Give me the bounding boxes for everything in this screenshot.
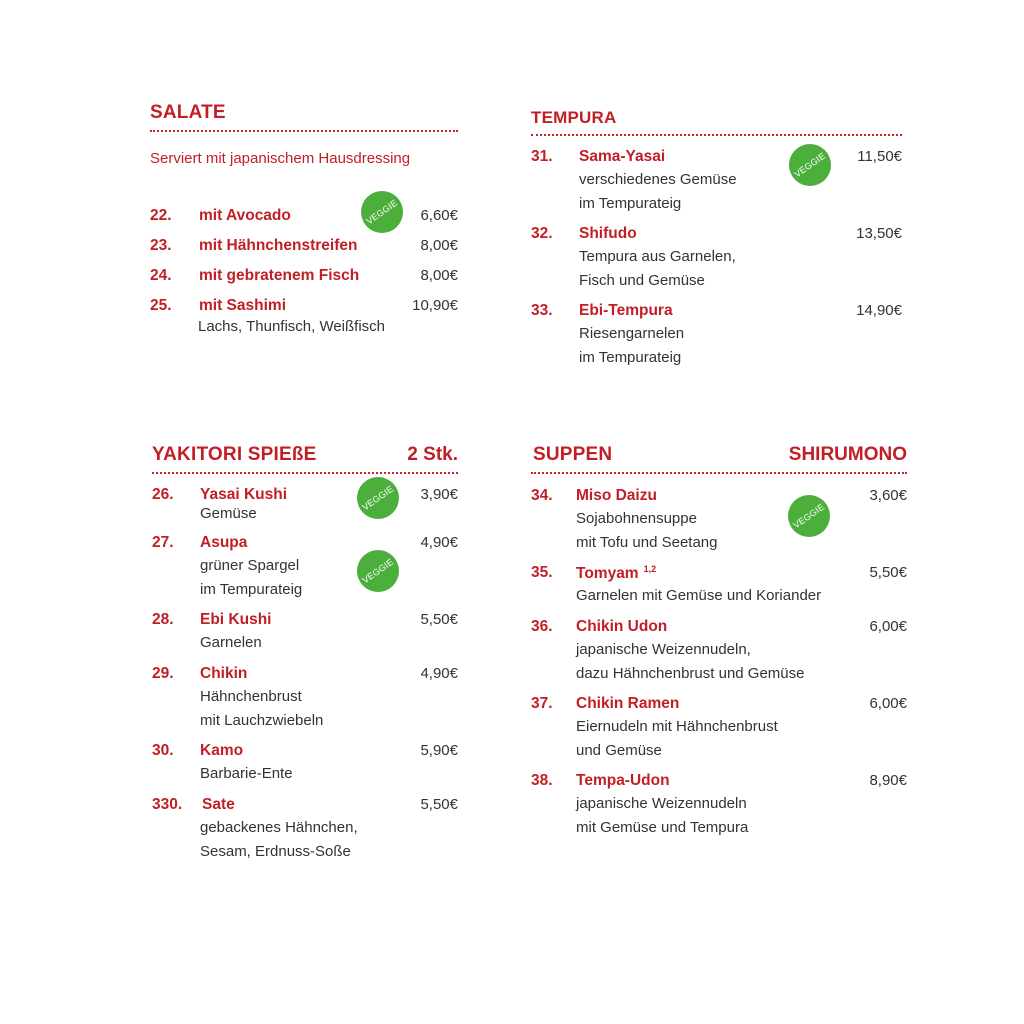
item-price: 6,60€	[420, 207, 458, 224]
item-name: mit Avocado	[199, 207, 291, 224]
veggie-badge	[789, 144, 831, 186]
description-line: mit Tofu und Seetang	[576, 533, 718, 551]
veggie-label: VEGGIE	[360, 556, 396, 586]
description-line: japanische Weizennudeln,	[576, 641, 751, 658]
description-line: verschiedenes Gemüse	[579, 171, 737, 188]
veggie-badge	[357, 550, 399, 592]
item-number: 37.	[531, 695, 553, 712]
item-price: 8,00€	[420, 237, 458, 254]
section-header	[531, 102, 902, 136]
veggie-label: VEGGIE	[360, 483, 396, 513]
veggie-label: VEGGIE	[792, 150, 828, 180]
item-description	[576, 715, 778, 762]
item-number: 23.	[150, 237, 172, 254]
item-price: 5,50€	[869, 564, 907, 581]
description-line: im Tempurateig	[579, 194, 682, 212]
item-description	[200, 762, 293, 786]
item-name: Sate	[202, 796, 235, 813]
section-header	[150, 102, 458, 132]
item-name: Yasai Kushi	[200, 486, 288, 503]
item-price: 13,50€	[856, 225, 902, 242]
description-line: gebackenes Hähnchen,	[200, 819, 358, 836]
item-name: mit gebratenem Fisch	[199, 267, 360, 284]
item-price: 8,90€	[869, 772, 907, 789]
item-name: Miso Daizu	[576, 487, 657, 504]
section-japanese-name: SHIRUMONO	[788, 444, 907, 465]
item-price: 4,90€	[420, 534, 458, 551]
item-name: Ebi Kushi	[200, 611, 272, 628]
item-description	[576, 584, 821, 608]
item-description	[579, 245, 736, 292]
section-suppen	[531, 440, 907, 850]
item-number: 330.	[152, 796, 183, 813]
description-line: Fisch und Gemüse	[579, 271, 705, 289]
veggie-label: VEGGIE	[791, 501, 827, 531]
item-description	[579, 322, 684, 369]
section-title: SUPPEN	[533, 444, 613, 465]
item-name: Chikin	[200, 665, 248, 682]
item-description	[198, 315, 385, 339]
item-name-text: Tomyam	[576, 565, 639, 583]
description-line: Eiernudeln mit Hähnchenbrust	[576, 718, 778, 735]
item-description	[576, 507, 718, 554]
item-number: 32.	[531, 225, 553, 242]
item-description	[200, 816, 358, 863]
section-salate	[150, 102, 458, 352]
description-line: Sesam, Erdnuss-Soße	[200, 842, 351, 860]
item-name: Shifudo	[579, 225, 637, 242]
item-number: 27.	[152, 534, 174, 551]
veggie-badge	[361, 191, 403, 233]
section-title: YAKITORI SPIEßE	[152, 444, 317, 465]
item-price: 8,00€	[420, 267, 458, 284]
item-price: 6,00€	[869, 695, 907, 712]
veggie-label: VEGGIE	[364, 197, 400, 227]
item-number: 25.	[150, 297, 172, 314]
description-line: Tempura aus Garnelen,	[579, 248, 736, 265]
description-line: Garnelen mit Gemüse und Koriander	[576, 587, 822, 604]
item-number: 24.	[150, 267, 172, 284]
item-description	[200, 631, 262, 655]
item-number: 35.	[531, 564, 553, 581]
item-price: 5,90€	[420, 742, 458, 759]
item-price: 10,90€	[412, 297, 458, 314]
item-price: 6,00€	[869, 618, 907, 635]
item-name: mit Hähnchenstreifen	[199, 237, 358, 254]
item-description	[579, 168, 737, 215]
item-name	[576, 564, 656, 583]
description-line: Gemüse	[200, 505, 257, 522]
section-title: SALATE	[150, 102, 226, 123]
section-title: TEMPURA	[531, 108, 617, 127]
item-number: 36.	[531, 618, 553, 635]
item-price: 3,90€	[420, 486, 458, 503]
description-line: Lachs, Thunfisch, Weißfisch	[198, 318, 386, 335]
item-price: 5,50€	[420, 796, 458, 813]
section-subtitle: Serviert mit japanischem Hausdressing	[150, 150, 411, 167]
section-header	[531, 440, 907, 474]
item-name: Chikin Udon	[576, 618, 668, 635]
item-price: 4,90€	[420, 665, 458, 682]
item-name: Sama-Yasai	[579, 148, 666, 165]
description-line: Riesengarnelen	[579, 325, 685, 342]
description-line: mit Gemüse und Tempura	[576, 818, 749, 836]
item-name: mit Sashimi	[199, 297, 286, 314]
section-header	[152, 440, 458, 474]
item-description	[200, 502, 257, 526]
veggie-badge	[357, 477, 399, 519]
item-description	[576, 638, 804, 685]
item-name: Asupa	[200, 534, 248, 551]
section-tempura	[531, 102, 902, 382]
item-price: 14,90€	[856, 302, 902, 319]
description-line: Barbarie-Ente	[200, 765, 293, 782]
item-number: 28.	[152, 611, 174, 628]
description-line: Sojabohnensuppe	[576, 510, 697, 527]
item-number: 34.	[531, 487, 553, 504]
description-line: japanische Weizennudeln	[576, 795, 747, 812]
item-number: 26.	[152, 486, 174, 503]
section-yakitori	[152, 440, 458, 870]
item-name: Tempa-Udon	[576, 772, 670, 789]
description-line: Garnelen	[200, 634, 262, 651]
description-line: Hähnchenbrust	[200, 688, 302, 705]
description-line: im Tempurateig	[200, 580, 303, 598]
item-description	[576, 792, 748, 839]
item-number: 22.	[150, 207, 172, 224]
description-line: im Tempurateig	[579, 348, 682, 366]
description-line: grüner Spargel	[200, 557, 300, 574]
description-line: dazu Hähnchenbrust und Gemüse	[576, 664, 805, 682]
item-number: 29.	[152, 665, 174, 682]
item-number: 33.	[531, 302, 553, 319]
item-number: 31.	[531, 148, 553, 165]
item-number: 38.	[531, 772, 553, 789]
item-description	[200, 554, 302, 601]
item-name: Chikin Ramen	[576, 695, 680, 712]
allergen-superscript: 1,2	[643, 564, 657, 574]
item-name: Ebi-Tempura	[579, 302, 673, 319]
item-number: 30.	[152, 742, 174, 759]
item-price: 3,60€	[869, 487, 907, 504]
item-price: 5,50€	[420, 611, 458, 628]
veggie-badge	[788, 495, 830, 537]
item-description	[200, 685, 323, 732]
description-line: mit Lauchzwiebeln	[200, 711, 324, 729]
item-name: Kamo	[200, 742, 244, 759]
section-quantity: 2 Stk.	[407, 444, 458, 465]
item-price: 11,50€	[857, 148, 902, 165]
description-line: und Gemüse	[576, 741, 662, 759]
